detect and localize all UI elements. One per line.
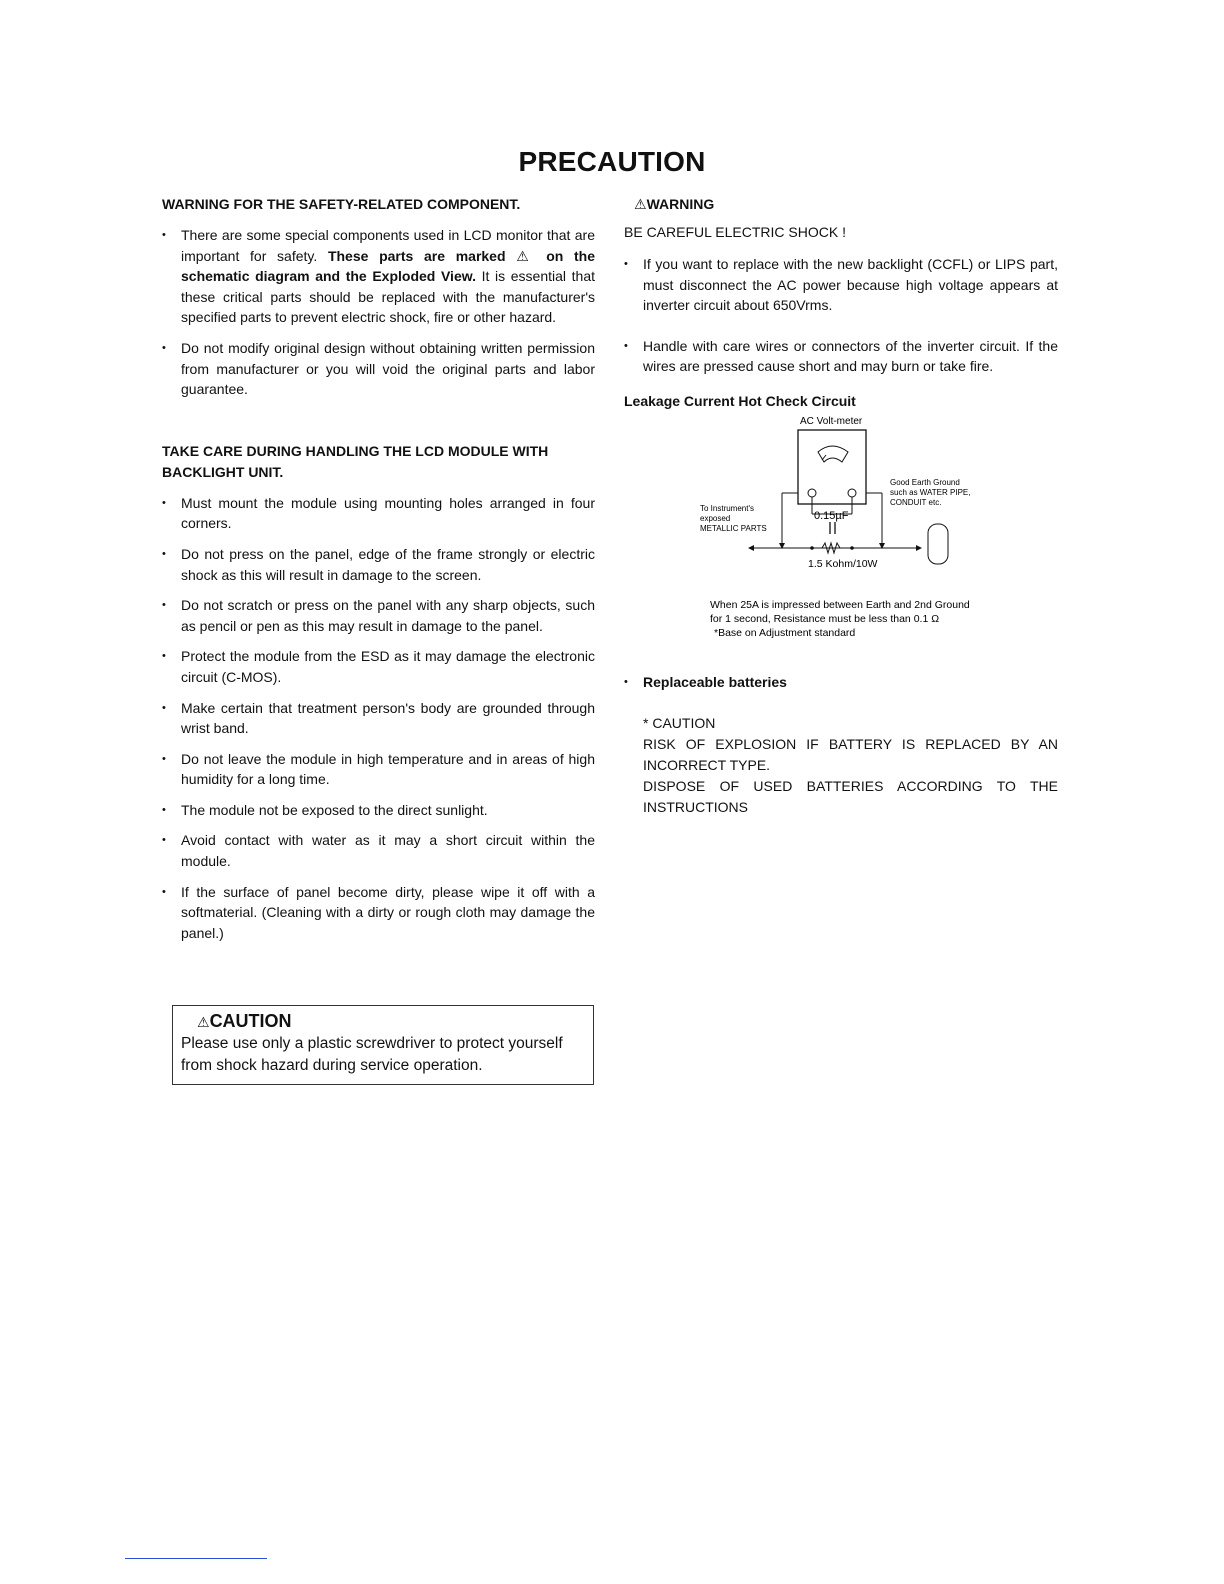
junction-dot — [810, 546, 814, 550]
meter-terminal-left — [808, 489, 816, 497]
lcd-handling-heading: TAKE CARE DURING HANDLING THE LCD MODULE WITH BACKLIGHT UNIT. — [162, 442, 549, 480]
shock-list — [624, 254, 1058, 377]
list-item: • If the surface of panel become dirty, please wipe it off with a softmaterial. (Cleaning with a dirty or rough cloth may damage the panel.) — [162, 882, 595, 944]
warning-triangle-icon: ⚠ — [197, 1014, 210, 1030]
capacitor-label: 0.15µF — [814, 510, 849, 522]
list-item: • Make certain that treatment person's body are grounded through wrist band. — [162, 698, 595, 739]
instrument-label: To Instrument's — [700, 504, 754, 513]
list-item: • Do not scratch or press on the panel with any sharp objects, such as pencil or pen as this may result in damage to the panel. — [162, 595, 595, 636]
caution-box — [172, 1005, 594, 1085]
list-item: • The module not be exposed to the direct sunlight. — [162, 800, 595, 821]
ground-label: Good Earth Ground — [890, 478, 960, 487]
diagram-note: *Base on Adjustment standard — [714, 627, 856, 639]
battery-caution-line: RISK OF EXPLOSION IF BATTERY IS REPLACED BY AN INCORRECT TYPE. — [643, 735, 1058, 773]
arrow-right-icon — [916, 545, 922, 551]
leakage-heading: Leakage Current Hot Check Circuit — [624, 392, 856, 409]
footer-link-underline — [125, 1558, 267, 1559]
leakage-check-diagram — [690, 410, 1020, 650]
list-item: • Protect the module from the ESD as it may damage the electronic circuit (C-MOS). — [162, 646, 595, 687]
list-item: • Do not leave the module in high temperature and in areas of high humidity for a long time. — [162, 749, 595, 790]
safety-list — [162, 225, 595, 400]
diagram-note: When 25A is impressed between Earth and 2nd Ground — [710, 599, 970, 611]
resistor-label: 1.5 Kohm/10W — [808, 558, 878, 570]
page-title: PRECAUTION — [518, 146, 706, 177]
instrument-label: METALLIC PARTS — [700, 524, 767, 533]
batteries-list — [624, 672, 1058, 693]
warning-triangle-icon: ⚠ — [634, 196, 647, 212]
ground-label: such as WATER PIPE, — [890, 488, 971, 497]
earth-ground-pipe — [928, 524, 948, 564]
batteries-section — [624, 672, 1058, 818]
battery-caution-block — [624, 713, 1058, 818]
left-column — [162, 194, 595, 943]
caution-text: Please use only a plastic screwdriver to protect yourself from shock hazard during service operation. — [181, 1035, 563, 1074]
battery-caution-label: * CAUTION — [643, 714, 716, 731]
diagram-note: for 1 second, Resistance must be less than 0.1 Ω — [710, 613, 940, 625]
meter-terminal-right — [848, 489, 856, 497]
battery-caution-line: DISPOSE OF USED BATTERIES ACCORDING TO THE INSTRUCTIONS — [643, 777, 1058, 815]
ground-label: CONDUIT etc. — [890, 498, 942, 507]
list-item: • Replaceable batteries — [624, 672, 1058, 693]
caution-title: CAUTION — [209, 1011, 292, 1031]
list-item: • Avoid contact with water as it may a short circuit within the module. — [162, 830, 595, 871]
meter-label: AC Volt-meter — [800, 416, 863, 427]
list-item: • Do not modify original design without obtaining written permission from manufacturer or you will void the original parts and labor guarantee. — [162, 338, 595, 400]
list-item: • There are some special components used in LCD monitor that are important for safety. These parts are marked ⚠ on the schematic diagram and the Exploded View. It is essential that these critical parts should be replaced with the manufacturer's specified parts to prevent electric shock, fire or other hazard. — [162, 225, 595, 328]
meter-needle — [822, 455, 826, 460]
safety-component-heading: WARNING FOR THE SAFETY-RELATED COMPONENT. — [162, 196, 521, 212]
list-item: • Do not press on the panel, edge of the frame strongly or electric shock as this will result in damage to the screen. — [162, 544, 595, 585]
lcd-handling-list — [162, 493, 595, 944]
list-item: • Must mount the module using mounting holes arranged in four corners. — [162, 493, 595, 534]
list-item: • Handle with care wires or connectors of the inverter circuit. If the wires are pressed cause short and may burn or take fire. — [624, 336, 1058, 377]
list-item: • If you want to replace with the new backlight (CCFL) or LIPS part, must disconnect the AC power because high voltage appears at inverter circuit about 650Vrms. — [624, 254, 1058, 316]
warning-heading: ⚠WARNING — [634, 196, 715, 212]
shock-warning: BE CAREFUL ELECTRIC SHOCK ! — [624, 224, 846, 240]
junction-dot — [850, 546, 854, 550]
arrow-left-icon — [748, 545, 754, 551]
right-column — [624, 194, 1058, 412]
instrument-label: exposed — [700, 514, 731, 523]
